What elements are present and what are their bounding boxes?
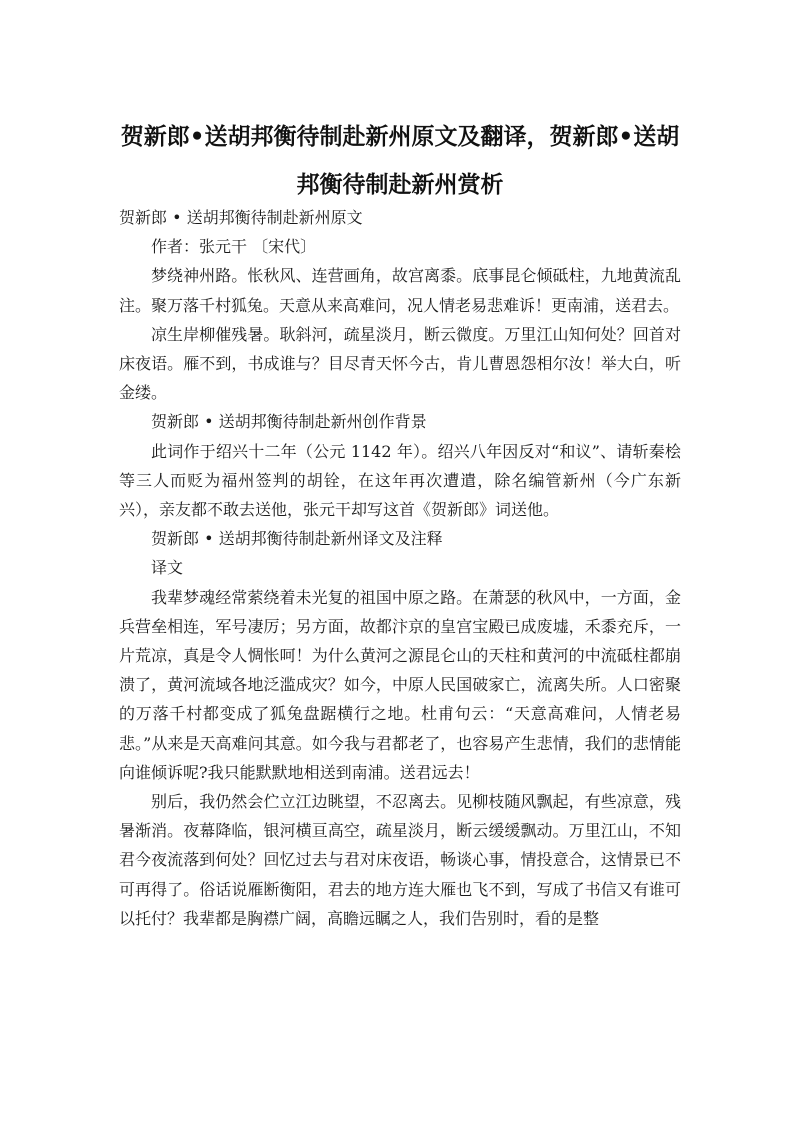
- translation-paragraph-1: 我辈梦魂经常萦绕着未光复的祖国中原之路。在萧瑟的秋风中，一方面，金兵营垒相连，军号凄厉；另方面，故都汴京的皇宫宝殿已成废墟，禾黍充斥，一片荒凉，真是令人惆怅呵！为什么黄河之源昆仑山的天柱和黄河的中流砥柱都崩溃了，黄河流域各地泛滥成灾？如今，中原人民国破家亡，流离失所。人口密聚的万落千村都变成了狐兔盘踞横行之地。杜甫句云：“天意高难问，人情老易悲。”从来是天高难问其意。如今我与君都老了，也容易产生悲情，我们的悲情能向谁倾诉呢?我只能默默地相送到南浦。送君远去！: [119, 587, 681, 782]
- translation-paragraph-2: 别后，我仍然会伫立江边眺望，不忍离去。见柳枝随风飘起，有些凉意，残暑渐消。夜幕降临，银河横亘高空，疏星淡月，断云缓缓飘动。万里江山，不知君今夜流落到何处？回忆过去与君对床夜语，畅谈心事，情投意合，这情景已不可再得了。俗话说雁断衡阳，君去的地方连大雁也飞不到，写成了书信又有谁可以托付？我辈都是胸襟广阔，高瞻远瞩之人，我们告别时，看的是整: [119, 792, 681, 928]
- document-body: [119, 203, 681, 933]
- translation-label: 译文: [151, 558, 184, 578]
- author-line: 作者：张元干 〔宋代〕: [151, 237, 317, 257]
- poem-paragraph-2: 凉生岸柳催残暑。耿斜河，疏星淡月，断云微度。万里江山知何处？回首对床夜语。雁不到，书成谁与？目尽青天怀今古，肯儿曹恩怨相尔汝！举大白，听金缕。: [119, 324, 681, 403]
- poem-paragraph-1: 梦绕神州路。怅秋风、连营画角，故宫离黍。底事昆仑倾砥柱，九地黄流乱注。聚万落千村狐兔。天意从来高难问，况人情老易悲难诉！更南浦，送君去。: [119, 266, 681, 315]
- background-paragraph: 此词作于绍兴十二年（公元 1142 年）。绍兴八年因反对“和议”、请斩秦桧等三人而贬为福州签判的胡铨，在这年再次遭遣，除名编管新州（今广东新兴），亲友都不敢去送他，张元干却写这首《贺新郎》词送他。: [119, 441, 681, 520]
- translation-heading: 贺新郎 • 送胡邦衡待制赴新州译文及注释: [151, 529, 443, 549]
- original-heading: 贺新郎 • 送胡邦衡待制赴新州原文: [119, 208, 363, 227]
- background-heading: 贺新郎 • 送胡邦衡待制赴新州创作背景: [151, 412, 427, 432]
- document-title: 贺新郎•送胡邦衡待制赴新州原文及翻译，贺新郎•送胡邦衡待制赴新州赏析: [120, 124, 680, 198]
